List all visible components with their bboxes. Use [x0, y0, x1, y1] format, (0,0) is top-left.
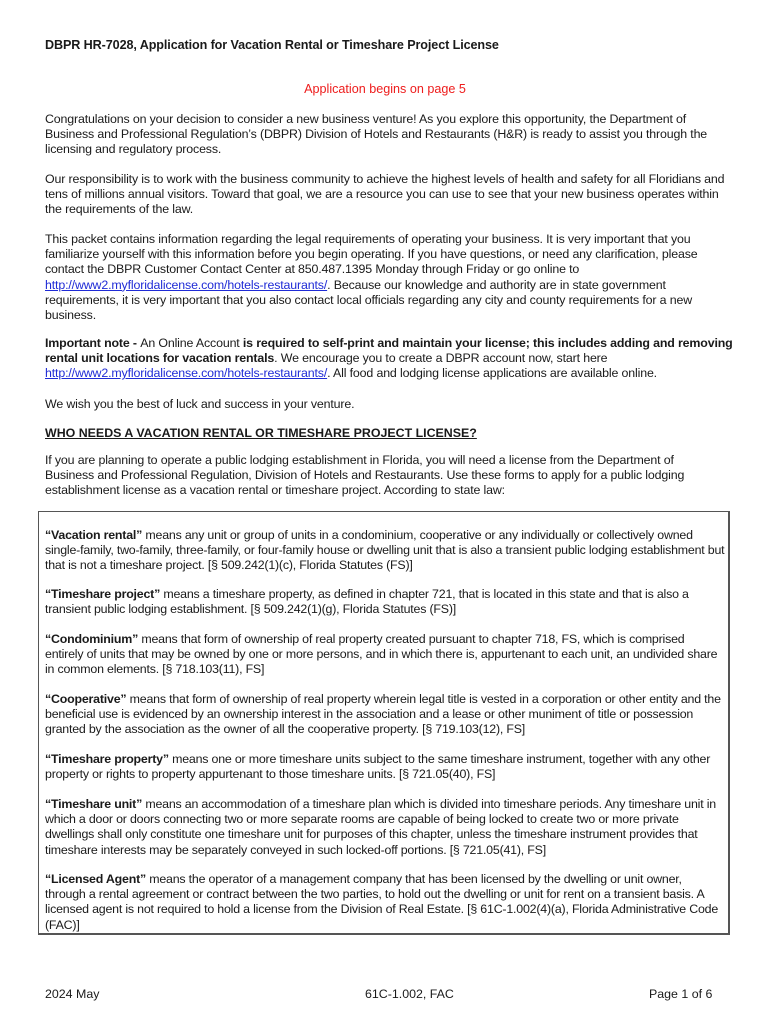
important-note — [45, 336, 735, 382]
important-note-label: Important note - — [45, 336, 141, 350]
definition-cooperative — [45, 692, 725, 738]
intro-paragraph-packet — [45, 232, 735, 323]
section-heading: WHO NEEDS A VACATION RENTAL OR TIMESHARE PROJECT LICENSE? — [45, 426, 477, 440]
definition-timeshare-unit — [45, 797, 725, 858]
packet-text: This packet contains information regarding the legal requirements of operating your business. It is very important that you familiarize yourself with this information before you begin operating. If you have questions, or need any clarification, please contact the DBPR Customer Contact Center at 850.487.1395 Monday through Friday or go online to — [45, 232, 698, 277]
definition-term: “Condominium” — [45, 632, 139, 646]
definition-timeshare-property — [45, 752, 725, 782]
important-note-bold: is required to self-print and maintain your license; this includes adding and removing rental unit locations for vacation rentals — [45, 336, 733, 366]
definition-term: “Licensed Agent” — [45, 872, 146, 886]
important-note-text-2: . We encourage you to create a DBPR account now, start here — [274, 351, 608, 366]
definition-timeshare-project — [45, 587, 725, 617]
footer-page-number: Page 1 of 6 — [649, 987, 713, 1001]
definition-text: means that form of ownership of real property created pursuant to chapter 718, FS, which is comprised entirely of units that may be owned by one or more persons, and in which there is, appurtenant to each unit, an undivided share in common elements. [§ 718.103(11), FS] — [45, 632, 718, 677]
definition-term: “Timeshare unit” — [45, 797, 143, 811]
definition-text: means an accommodation of a timeshare plan which is divided into timeshare periods. Any timeshare unit in which a door or doors connecting two or more separate rooms are capable of being locked to create two or more private dwellings shall only constitute one timeshare unit for purposes of this chapter, unless the timeshare instrument provides that timeshare interests may be separately conveyed in such locked-off portions. [§ 721.05(41), FS] — [45, 797, 716, 857]
footer-date: 2024 May — [45, 987, 100, 1001]
definition-vacation-rental — [45, 528, 725, 574]
intro-paragraph-responsibility: Our responsibility is to work with the business community to achieve the highest levels of health and safety for all Floridians and tens of millions annual visitors. Toward that goal, we are a resource you can use to see that your new business operates within the requirements of the law. — [45, 172, 725, 217]
definition-licensed-agent — [45, 872, 725, 933]
definition-condominium — [45, 632, 725, 678]
section-body: If you are planning to operate a public lodging establishment in Florida, you will need a license from the Department of Business and Professional Regulation, Division of Hotels and Restaurants. Use these forms to apply for a public lodging establishment license as a vacation rental or timeshare project. According to state law: — [45, 453, 685, 498]
application-begins-notice: Application begins on page 5 — [304, 82, 466, 96]
important-note-text-3: . All food and lodging license applications are available online. — [327, 366, 657, 381]
good-luck-paragraph: We wish you the best of luck and success in your venture. — [45, 397, 355, 411]
footer-rule: 61C-1.002, FAC — [365, 987, 454, 1001]
definition-text: means the operator of a management company that has been licensed by the dwelling or unit owner, through a rental agreement or contract between the two parties, to hold out the dwelling or unit for rent on a transient basis. A licensed agent is not required to hold a license from the Division of Real Estate. [§ 61C-1.002(4)(a), Florida Administrative Code (FAC)] — [45, 872, 719, 932]
document-title: DBPR HR-7028, Application for Vacation Rental or Timeshare Project License — [45, 38, 499, 52]
definition-term: “Cooperative” — [45, 692, 127, 706]
packet-text-continued: . Because our knowledge and authority are in state government requirements, it is very important that you also contact local officials regarding any city and county requirements for a new business. — [45, 277, 692, 323]
definition-text: means that form of ownership of real property wherein legal title is vested in a corporation or other entity and the beneficial use is evidenced by an ownership interest in the association and a lease or other muniment of title or possession granted by the association as the owner of all the cooperative property. [§ 719.103(12), FS] — [45, 692, 721, 737]
important-note-text: An Online Account — [140, 336, 243, 350]
definition-text: means a timeshare property, as defined in chapter 721, that is located in this state and that is also a transient public lodging establishment. [§ 509.242(1)(g), Florida Statutes (FS)] — [45, 587, 689, 617]
definition-text: means any unit or group of units in a condominium, cooperative or any individually or collectively owned single-family, two-family, three-family, or four-family house or dwelling unit that is also a transient public lodging establishment but that is not a timeshare project. [§ 509.242(1)(c), Florida Statutes (FS)] — [45, 528, 725, 573]
hotels-restaurants-link[interactable]: http://www2.myfloridalicense.com/hotels-restaurants/ — [45, 277, 328, 292]
definition-term: “Vacation rental” — [45, 528, 143, 542]
definition-term: “Timeshare property” — [45, 752, 169, 766]
definition-term: “Timeshare project” — [45, 587, 161, 601]
definition-text: means one or more timeshare units subject to the same timeshare instrument, together with any other property or rights to property appurtenant to those timeshare units. [§ 721.05(40), FS] — [45, 752, 711, 782]
intro-paragraph-congratulations: Congratulations on your decision to consider a new business venture! As you explore this opportunity, the Department of Business and Professional Regulation’s (DBPR) Division of Hotels and Restaurants (H&R) is ready to assist you through the licensing and regulatory process. — [45, 112, 708, 157]
account-link[interactable]: http://www2.myfloridalicense.com/hotels-restaurants/ — [45, 366, 328, 381]
